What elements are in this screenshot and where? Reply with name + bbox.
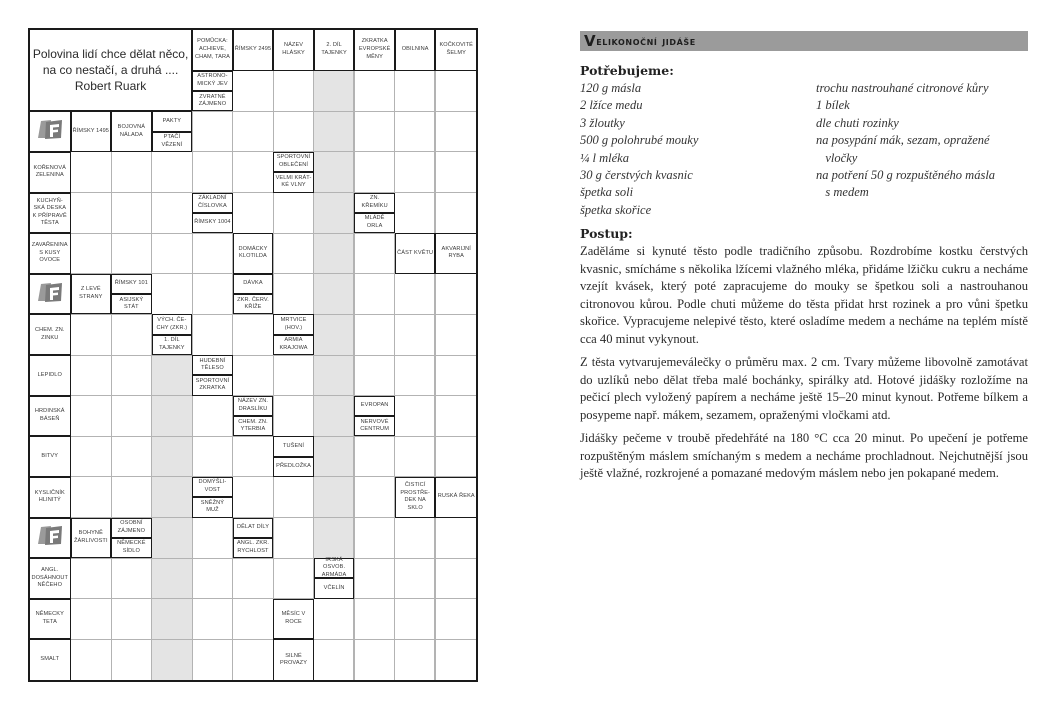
answer-cell[interactable] [71, 639, 112, 680]
answer-cell[interactable] [233, 599, 274, 640]
answer-cell[interactable] [71, 193, 112, 234]
answer-cell[interactable] [273, 193, 314, 234]
answer-cell[interactable] [314, 477, 355, 518]
method-paragraph-3: Jidášky pečeme v troubě předehřáté na 180 °C cca 20 minut. Po upečení je potřeme rozpuštěným máslem smíchaným s medem a necháme prochladnout. Nejchutnější jsou ještě vlažné, rozkrojené a pomazané medovým máslem nebo jen pokapané medem. [580, 431, 1028, 480]
answer-cell[interactable] [152, 355, 193, 396]
answer-cell[interactable] [395, 355, 436, 396]
ingredients-left [580, 80, 698, 219]
answer-cell[interactable] [395, 111, 436, 152]
ingredient-item: 500 g polohrubé mouky [580, 133, 699, 148]
answer-cell[interactable] [192, 396, 233, 437]
answer-cell[interactable] [354, 558, 395, 599]
answer-cell[interactable] [233, 314, 274, 355]
clue-cell: VELMI KRÁT-KÉ VLNY [273, 172, 314, 192]
ingredient-item: vločky [816, 150, 858, 165]
publisher-logo-icon [37, 524, 63, 551]
ingredient-item: špetka skořice [580, 202, 652, 217]
answer-cell[interactable] [314, 193, 355, 234]
logo-cell [30, 111, 71, 152]
answer-cell[interactable] [354, 233, 395, 274]
answer-cell[interactable] [71, 396, 112, 437]
answer-cell[interactable] [395, 396, 436, 437]
method-paragraph-2: Z těsta vytvarujemeválečky o průměru max. 2 cm. Tvary můžeme libovolně zamotávat do uzlíků nebo dělat třeba malé bochánky, spirálky atd. Hotové jidášky rozložíme na pečicí plech vyložený papírem a necháme ještě 15–20 minut kynout. Potřeme bílkem a posypeme např. mákem, sezamem, opraženými vločkami atd. [580, 355, 1028, 422]
clue-cell: ANGL. ZKR. RYCHLOST [233, 538, 274, 558]
answer-cell[interactable] [111, 314, 152, 355]
answer-cell[interactable] [233, 152, 274, 193]
clue-cell: LEPIDLO [30, 355, 71, 396]
answer-cell[interactable] [233, 639, 274, 680]
clue-cell: HRDINSKÁ BÁSEŇ [30, 396, 71, 437]
answer-cell[interactable] [395, 599, 436, 640]
answer-cell[interactable] [152, 193, 193, 234]
answer-cell[interactable] [152, 477, 193, 518]
clue-cell: RUSKÁ ŘEKA [435, 477, 476, 518]
quote-line1: Polovina lidí chce dělat něco, [32, 47, 189, 62]
clue-cell: PAKTY [152, 111, 193, 131]
answer-cell[interactable] [233, 355, 274, 396]
clue-cell: KUCHYŇ-SKÁ DESKA K PŘÍPRAVĚ TĚSTA [30, 193, 71, 234]
ingredient-item: ¼ l mléka [580, 150, 629, 165]
answer-cell[interactable] [192, 111, 233, 152]
answer-cell[interactable] [233, 71, 274, 112]
answer-cell[interactable] [395, 71, 436, 112]
clue-cell: DOMÁCKY KLOTILDA [233, 233, 274, 274]
publisher-logo-icon [37, 118, 63, 145]
clue-cell: NERVOVÉ CENTRUM [354, 416, 395, 436]
ingredient-item: trochu nastrouhané citronové kůry [816, 81, 989, 95]
answer-cell[interactable] [354, 274, 395, 315]
ingredient-item: 3 žloutky [580, 115, 625, 130]
answer-cell[interactable] [152, 558, 193, 599]
answer-cell[interactable] [192, 599, 233, 640]
clue-cell: ASTRONO-MICKÝ JEV [192, 71, 233, 91]
clue-cell: KOŘENOVÁ ZELENINA [30, 152, 71, 193]
clue-cell: MĚSÍC V ROCE [273, 599, 314, 640]
clue-cell: ČÁST KVĚTU [395, 233, 436, 274]
clue-cell: SNĚŽNÝ MUŽ [192, 497, 233, 517]
answer-cell[interactable] [435, 111, 476, 152]
clue-cell: ZAVAŘENINA S KUSY OVOCE [30, 233, 71, 274]
clue-cell: CHEM. ZN. YTERBIA [233, 416, 274, 436]
ingredient-item: 2 lžíce medu [580, 98, 643, 113]
answer-cell[interactable] [314, 518, 355, 559]
clue-cell: ZVRATNÉ ZÁJMENO [192, 91, 233, 111]
clue-cell: NĚMECKY TETA [30, 599, 71, 640]
answer-cell[interactable] [435, 396, 476, 437]
clue-cell: MLÁDĚ ORLA [354, 213, 395, 233]
quote-text [33, 46, 188, 94]
logo-cell [30, 274, 71, 315]
answer-cell[interactable] [192, 639, 233, 680]
answer-cell[interactable] [71, 233, 112, 274]
answer-cell[interactable] [192, 274, 233, 315]
answer-cell[interactable] [71, 477, 112, 518]
answer-cell[interactable] [314, 111, 355, 152]
answer-cell[interactable] [152, 599, 193, 640]
clue-cell: ARMIA KRAJOWA [273, 335, 314, 355]
answer-cell[interactable] [435, 518, 476, 559]
answer-cell[interactable] [314, 152, 355, 193]
answer-cell[interactable] [314, 639, 355, 680]
answer-cell[interactable] [395, 314, 436, 355]
answer-cell[interactable] [314, 355, 355, 396]
ingredient-item: dle chuti rozinky [816, 115, 899, 130]
clue-cell: ANGL. DOSÁHNOUT NĚČEHO [30, 558, 71, 599]
answer-cell[interactable] [71, 314, 112, 355]
clue-cell: HUDEBNÍ TĚLESO [192, 355, 233, 375]
clue-cell: MRTVICE (HOV.) [273, 314, 314, 334]
clue-cell: IRSKÁ OSVOB. ARMÁDA [314, 558, 355, 578]
answer-cell[interactable] [192, 152, 233, 193]
answer-cell[interactable] [273, 477, 314, 518]
clue-cell: DĚLAT DÍLY [233, 518, 274, 538]
ingredient-item: 30 g čerstvých kvasnic [580, 168, 693, 183]
answer-cell[interactable] [395, 518, 436, 559]
clue-cell: EVROPAN [354, 396, 395, 416]
answer-cell[interactable] [354, 639, 395, 680]
title-rest: elikonoční jidáše [596, 34, 696, 48]
answer-cell[interactable] [71, 152, 112, 193]
ingredient-item: 120 g másla [580, 81, 642, 95]
clue-cell: ŘÍMSKY 1004 [192, 213, 233, 233]
clue-cell: BOJOVNÁ NÁLADA [111, 111, 152, 152]
answer-cell[interactable] [71, 436, 112, 477]
clue-cell: SILNÉ PROVAZY [273, 639, 314, 680]
answer-cell[interactable] [71, 599, 112, 640]
crossword-grid [28, 28, 478, 682]
clue-cell: KOČKOVITÉ ŠELMY [435, 30, 476, 71]
answer-cell[interactable] [395, 274, 436, 315]
clue-cell: 1. DÍL TAJENKY [152, 335, 193, 355]
answer-cell[interactable] [395, 193, 436, 234]
answer-cell[interactable] [354, 599, 395, 640]
answer-cell[interactable] [273, 518, 314, 559]
ingredients-list [580, 80, 1028, 222]
answer-cell[interactable] [192, 233, 233, 274]
answer-cell[interactable] [152, 639, 193, 680]
clue-cell: ŘÍMSKY 101 [111, 274, 152, 294]
clue-cell: NÁZEV HLÁSKY [273, 30, 314, 71]
publisher-logo-icon [37, 281, 63, 308]
answer-cell[interactable] [314, 233, 355, 274]
answer-cell[interactable] [111, 558, 152, 599]
clue-cell: AKVARIJNÍ RYBA [435, 233, 476, 274]
ingredient-item: s medem [816, 185, 869, 200]
answer-cell[interactable] [233, 558, 274, 599]
clue-cell: SPORTOVNÍ OBLEČENÍ [273, 152, 314, 172]
answer-cell[interactable] [435, 639, 476, 680]
answer-cell[interactable] [435, 599, 476, 640]
answer-cell[interactable] [435, 71, 476, 112]
clue-cell: OBILNINA [395, 30, 436, 71]
answer-cell[interactable] [273, 111, 314, 152]
answer-cell[interactable] [354, 111, 395, 152]
answer-cell[interactable] [152, 436, 193, 477]
clue-cell: ČISTICÍ PROSTŘE-DEK NA SKLO [395, 477, 436, 518]
answer-cell[interactable] [354, 314, 395, 355]
answer-cell[interactable] [354, 71, 395, 112]
ingredients-heading: Potřebujeme: [580, 63, 674, 78]
answer-cell[interactable] [314, 71, 355, 112]
quote-box [30, 30, 192, 111]
answer-cell[interactable] [233, 193, 274, 234]
ingredient-item: na posypání mák, sezam, opražené [816, 133, 990, 148]
ingredients-right [816, 80, 995, 202]
answer-cell[interactable] [71, 355, 112, 396]
answer-cell[interactable] [111, 477, 152, 518]
answer-cell[interactable] [273, 274, 314, 315]
answer-cell[interactable] [435, 314, 476, 355]
answer-cell[interactable] [111, 639, 152, 680]
answer-cell[interactable] [395, 152, 436, 193]
clue-cell: ŘÍMSKY 1495 [71, 111, 112, 152]
clue-cell: BITVY [30, 436, 71, 477]
answer-cell[interactable] [192, 558, 233, 599]
quote-author: Robert Ruark [74, 79, 147, 94]
answer-cell[interactable] [152, 518, 193, 559]
answer-cell[interactable] [192, 518, 233, 559]
clue-cell: PTAČÍ VĚZENÍ [152, 132, 193, 152]
clue-cell: VČELÍN [314, 578, 355, 598]
answer-cell[interactable] [354, 436, 395, 477]
clue-cell: DÁVKA [233, 274, 274, 294]
clue-cell: OSOBNÍ ZÁJMENO [111, 518, 152, 538]
clue-cell: ŘÍMSKY 2495 [233, 30, 274, 71]
answer-cell[interactable] [395, 639, 436, 680]
clue-cell: NÁZEV ZN. DRASLÍKU [233, 396, 274, 416]
clue-cell: TUŠENÍ [273, 436, 314, 456]
answer-cell[interactable] [111, 233, 152, 274]
clue-cell: SMALT [30, 639, 71, 680]
answer-cell[interactable] [111, 152, 152, 193]
answer-cell[interactable] [435, 436, 476, 477]
answer-cell[interactable] [152, 152, 193, 193]
ingredient-item: na potření 50 g rozpuštěného másla [816, 168, 996, 183]
quote-line2: na co nestačí, a druhá .... [42, 63, 179, 78]
answer-cell[interactable] [233, 477, 274, 518]
answer-cell[interactable] [273, 71, 314, 112]
answer-cell[interactable] [111, 355, 152, 396]
answer-cell[interactable] [233, 111, 274, 152]
answer-cell[interactable] [395, 436, 436, 477]
answer-cell[interactable] [111, 436, 152, 477]
answer-cell[interactable] [435, 193, 476, 234]
answer-cell[interactable] [152, 396, 193, 437]
clue-cell: PŘEDLOŽKA [273, 457, 314, 477]
clue-cell: POMŮCKA: ACHIEVE, CHAM, TARA [192, 30, 233, 71]
answer-cell[interactable] [314, 599, 355, 640]
answer-cell[interactable] [111, 396, 152, 437]
answer-cell[interactable] [314, 274, 355, 315]
answer-cell[interactable] [395, 558, 436, 599]
answer-cell[interactable] [435, 152, 476, 193]
clue-cell: ASIJSKÝ STÁT [111, 294, 152, 314]
clue-cell: DOMÝŠLI-VOST [192, 477, 233, 497]
answer-cell[interactable] [152, 274, 193, 315]
recipe-title [580, 31, 1028, 51]
clue-cell: CHEM. ZN. ZINKU [30, 314, 71, 355]
answer-cell[interactable] [435, 558, 476, 599]
ingredient-item: 1 bílek [816, 98, 850, 113]
answer-cell[interactable] [273, 558, 314, 599]
clue-cell: NĚMECKÉ SÍDLO [111, 538, 152, 558]
answer-cell[interactable] [354, 477, 395, 518]
answer-cell[interactable] [314, 396, 355, 437]
clue-cell: BOHYNĚ ŽÁRLIVOSTI [71, 518, 112, 559]
answer-cell[interactable] [273, 355, 314, 396]
clue-cell: ZKRATKA EVROPSKÉ MĚNY [354, 30, 395, 71]
answer-cell[interactable] [354, 355, 395, 396]
answer-cell[interactable] [71, 558, 112, 599]
answer-cell[interactable] [435, 274, 476, 315]
clue-cell: VÝCH. ČE-CHY (ZKR.) [152, 314, 193, 334]
answer-cell[interactable] [192, 436, 233, 477]
clue-cell: ZN. KŘEMÍKU [354, 193, 395, 213]
method-heading: Postup: [580, 226, 633, 241]
clue-cell: SPORTOVNÍ ZKRATKA [192, 375, 233, 395]
answer-cell[interactable] [273, 233, 314, 274]
answer-cell[interactable] [273, 396, 314, 437]
clue-cell: ZÁKLADNÍ ČÍSLOVKA [192, 193, 233, 213]
title-initial: V [584, 32, 597, 50]
answer-cell[interactable] [354, 518, 395, 559]
answer-cell[interactable] [111, 599, 152, 640]
method-paragraph-1: Zaděláme si kynuté těsto podle tradičního způsobu. Rozdrobíme kostku čerstvých kvasnic, smícháme s několika lžícemi vlažného mléka, přidáme lžičku cukru a necháme vzejít kvásek, který poté zapracujeme do mouky se špetkou soli a nastrouhanou citronovou kůrou. Podle chuti můžeme do těsta přidat hrst rozinek a pro vůni špetku skořice. Vypracujeme nelepivé těsto, které osladíme medem a necháme na teplém místě cca 40 minut vykynout. [580, 244, 1028, 346]
answer-cell[interactable] [354, 152, 395, 193]
answer-cell[interactable] [111, 193, 152, 234]
clue-cell: KYSLIČNÍK HLINITÝ [30, 477, 71, 518]
clue-cell: ZKR. ČERV. KŘÍŽE [233, 294, 274, 314]
answer-cell[interactable] [314, 314, 355, 355]
answer-cell[interactable] [314, 436, 355, 477]
answer-cell[interactable] [233, 436, 274, 477]
answer-cell[interactable] [192, 314, 233, 355]
answer-cell[interactable] [435, 355, 476, 396]
answer-cell[interactable] [152, 233, 193, 274]
logo-cell [30, 518, 71, 559]
clue-cell: 2. DÍL TAJENKY [314, 30, 355, 71]
clue-cell: Z LEVÉ STRANY [71, 274, 112, 315]
ingredient-item: špetka soli [580, 185, 634, 200]
recipe-panel [580, 31, 1028, 483]
